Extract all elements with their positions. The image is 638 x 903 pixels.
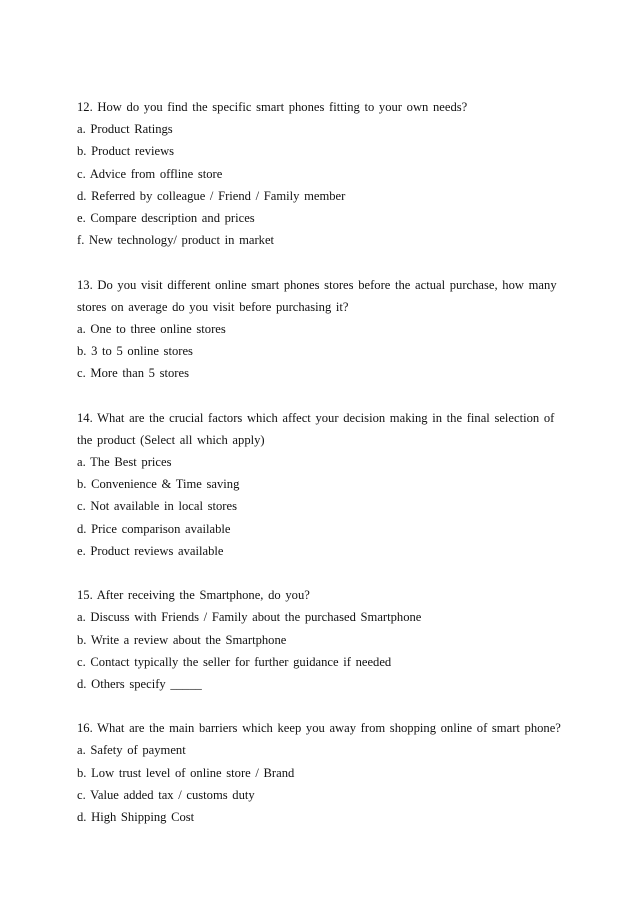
question-text: 14. What are the crucial factors which affect your decision making in the final selection of xyxy=(77,410,555,425)
answer-option: b. Low trust level of online store / Brand xyxy=(77,765,295,780)
answer-option: c. Value added tax / customs duty xyxy=(77,787,255,802)
answer-option: d. Others specify _____ xyxy=(77,676,202,691)
answer-option: a. One to three online stores xyxy=(77,321,226,336)
answer-option: d. Price comparison available xyxy=(77,521,231,536)
question-block-15 xyxy=(77,584,577,695)
answer-option: c. Contact typically the seller for further guidance if needed xyxy=(77,654,392,669)
question-text: 13. Do you visit different online smart phones stores before the actual purchase, how many xyxy=(77,277,557,292)
question-block-13 xyxy=(77,274,577,385)
blank-line xyxy=(77,562,577,584)
answer-option: d. High Shipping Cost xyxy=(77,810,195,824)
answer-option: b. 3 to 5 online stores xyxy=(77,344,193,359)
answer-option: a. Product Ratings xyxy=(77,122,173,137)
answer-option: b. Convenience & Time saving xyxy=(77,477,240,492)
answer-option: b. Product reviews xyxy=(77,144,175,159)
answer-option: a. Discuss with Friends / Family about the purchased Smartphone xyxy=(77,610,422,625)
answer-option: e. Compare description and prices xyxy=(77,210,255,225)
question-block-12 xyxy=(77,96,577,251)
answer-option: f. New technology/ product in market xyxy=(77,233,275,248)
answer-option: c. More than 5 stores xyxy=(77,366,189,381)
blank-line xyxy=(77,384,577,406)
question-text: 16. What are the main barriers which keep you away from shopping online of smart phone? xyxy=(77,721,561,736)
answer-option: c. Not available in local stores xyxy=(77,499,237,514)
blank-line xyxy=(77,695,577,717)
answer-option: a. The Best prices xyxy=(77,455,172,469)
question-text: 15. After receiving the Smartphone, do you? xyxy=(77,588,310,603)
questionnaire xyxy=(77,96,577,828)
answer-option: a. Safety of payment xyxy=(77,743,186,758)
answer-option: e. Product reviews available xyxy=(77,543,224,558)
question-text: the product (Select all which apply) xyxy=(77,432,265,447)
question-block-16 xyxy=(77,717,577,828)
answer-option: b. Write a review about the Smartphone xyxy=(77,632,287,647)
answer-option: c. Advice from offline store xyxy=(77,166,223,181)
blank-line xyxy=(77,251,577,273)
question-block-14 xyxy=(77,407,577,562)
question-text: stores on average do you visit before purchasing it? xyxy=(77,299,349,314)
question-text: 12. How do you find the specific smart phones fitting to your own needs? xyxy=(77,100,468,114)
answer-option: d. Referred by colleague / Friend / Family member xyxy=(77,188,346,203)
